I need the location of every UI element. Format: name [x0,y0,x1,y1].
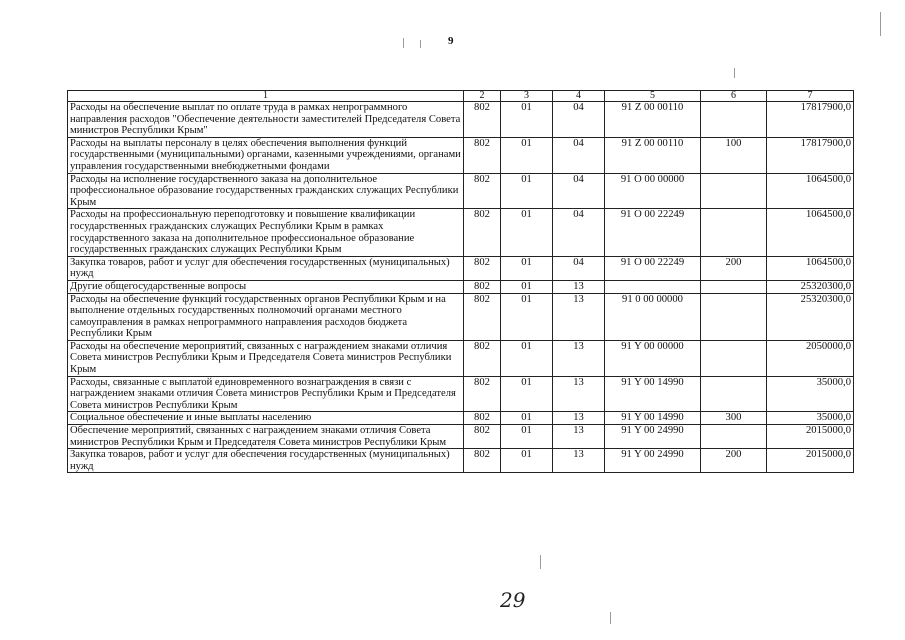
target-article-code: 91 Y 00 00000 [605,340,701,376]
table-row [68,256,854,280]
expense-description: Расходы на обеспечение функций государственных органов Республики Крым и на выполнение отдельных государственных полномочий органами местного самоуправления в рамках непрограммного направления расходов бюджета Республики Крым [68,293,464,340]
ministry-code: 802 [464,412,501,425]
section-code: 01 [501,256,553,280]
ministry-code: 802 [464,280,501,293]
amount: 2050000,0 [767,340,854,376]
section-code: 01 [501,293,553,340]
expense-description: Другие общегосударственные вопросы [68,280,464,293]
ministry-code: 802 [464,209,501,256]
column-header: 3 [501,91,553,102]
table-row [68,425,854,449]
subsection-code: 13 [553,412,605,425]
column-header: 7 [767,91,854,102]
scan-mark [734,68,735,78]
table-header-row [68,91,854,102]
column-header: 5 [605,91,701,102]
expense-type-code [701,376,767,412]
expense-description: Расходы на профессиональную переподготовку и повышение квалификации государственных гражданских служащих Республики Крым в рамках государственного заказа на дополнительное профессиональное образование государственных гражданских служащих Республики Крым [68,209,464,256]
expense-description: Расходы на выплаты персоналу в целях обеспечения выполнения функций государственными (муниципальными) органами, казенными учреждениями, органами управления государственными внебюджетными фондами [68,137,464,173]
expense-type-code [701,209,767,256]
page-number: 9 [448,35,454,47]
target-article-code: 91 Y 00 24990 [605,425,701,449]
target-article-code: 91 Z 00 00110 [605,137,701,173]
expense-description: Расходы, связанные с выплатой единовременного вознаграждения в связи с награждением знаками отличия Совета министров Республики Крым и Председателя Совета министров Республики Крым [68,376,464,412]
scan-mark [420,40,421,48]
table-row [68,209,854,256]
target-article-code: 91 Y 00 14990 [605,412,701,425]
column-header: 4 [553,91,605,102]
expense-description: Расходы на обеспечение выплат по оплате труда в рамках непрограммного направления расходов "Обеспечение деятельности заместителей Председателя Совета министров Республики Крым" [68,102,464,138]
target-article-code: 91 O 00 22249 [605,256,701,280]
ministry-code: 802 [464,340,501,376]
expense-description: Обеспечение мероприятий, связанных с награждением знаками отличия Совета министров Республики Крым и Председателя Совета министров Республики Крым [68,425,464,449]
expense-description: Закупка товаров, работ и услуг для обеспечения государственных (муниципальных) нужд [68,256,464,280]
expense-type-code [701,280,767,293]
subsection-code: 04 [553,256,605,280]
amount: 35000,0 [767,412,854,425]
ministry-code: 802 [464,173,501,209]
section-code: 01 [501,412,553,425]
amount: 2015000,0 [767,425,854,449]
scan-mark [403,38,404,48]
table-row [68,293,854,340]
target-article-code: 91 Z 00 00110 [605,102,701,138]
table-row [68,412,854,425]
target-article-code: 91 O 00 22249 [605,209,701,256]
column-header: 2 [464,91,501,102]
subsection-code: 04 [553,102,605,138]
table-row [68,376,854,412]
section-code: 01 [501,137,553,173]
amount: 1064500,0 [767,173,854,209]
subsection-code: 13 [553,280,605,293]
target-article-code: 91 O 00 00000 [605,173,701,209]
expense-description: Расходы на обеспечение мероприятий, связанных с награждением знаками отличия Совета министров Республики Крым и Председателя Совета министров Республики Крым [68,340,464,376]
expense-type-code [701,340,767,376]
section-code: 01 [501,340,553,376]
ministry-code: 802 [464,425,501,449]
ministry-code: 802 [464,376,501,412]
ministry-code: 802 [464,137,501,173]
table-row [68,449,854,473]
expense-type-code [701,425,767,449]
subsection-code: 13 [553,340,605,376]
subsection-code: 13 [553,376,605,412]
expense-description: Расходы на исполнение государственного заказа на дополнительное профессиональное образование государственных гражданских служащих Республики Крым [68,173,464,209]
ministry-code: 802 [464,449,501,473]
expense-type-code: 200 [701,256,767,280]
table-row [68,280,854,293]
ministry-code: 802 [464,293,501,340]
expense-type-code [701,102,767,138]
section-code: 01 [501,280,553,293]
handwritten-page-number: 29 [500,588,526,612]
section-code: 01 [501,376,553,412]
section-code: 01 [501,209,553,256]
amount: 35000,0 [767,376,854,412]
expense-type-code [701,293,767,340]
target-article-code: 91 Y 00 14990 [605,376,701,412]
subsection-code: 04 [553,209,605,256]
amount: 25320300,0 [767,293,854,340]
subsection-code: 13 [553,425,605,449]
ministry-code: 802 [464,102,501,138]
budget-table [67,90,854,473]
expense-description: Закупка товаров, работ и услуг для обеспечения государственных (муниципальных) нужд [68,449,464,473]
subsection-code: 04 [553,137,605,173]
scan-mark [540,555,541,569]
subsection-code: 04 [553,173,605,209]
expense-type-code: 100 [701,137,767,173]
table-row [68,340,854,376]
table-row [68,173,854,209]
subsection-code: 13 [553,293,605,340]
amount: 25320300,0 [767,280,854,293]
amount: 1064500,0 [767,209,854,256]
scan-mark [610,612,611,624]
expense-type-code [701,173,767,209]
expense-description: Социальное обеспечение и иные выплаты населению [68,412,464,425]
expense-type-code: 200 [701,449,767,473]
amount: 2015000,0 [767,449,854,473]
target-article-code [605,280,701,293]
target-article-code: 91 0 00 00000 [605,293,701,340]
target-article-code: 91 Y 00 24990 [605,449,701,473]
section-code: 01 [501,173,553,209]
section-code: 01 [501,449,553,473]
table-row [68,137,854,173]
amount: 17817900,0 [767,102,854,138]
subsection-code: 13 [553,449,605,473]
amount: 1064500,0 [767,256,854,280]
ministry-code: 802 [464,256,501,280]
table-row [68,102,854,138]
scan-mark [880,12,881,36]
section-code: 01 [501,425,553,449]
column-header: 1 [68,91,464,102]
amount: 17817900,0 [767,137,854,173]
section-code: 01 [501,102,553,138]
column-header: 6 [701,91,767,102]
expense-type-code: 300 [701,412,767,425]
